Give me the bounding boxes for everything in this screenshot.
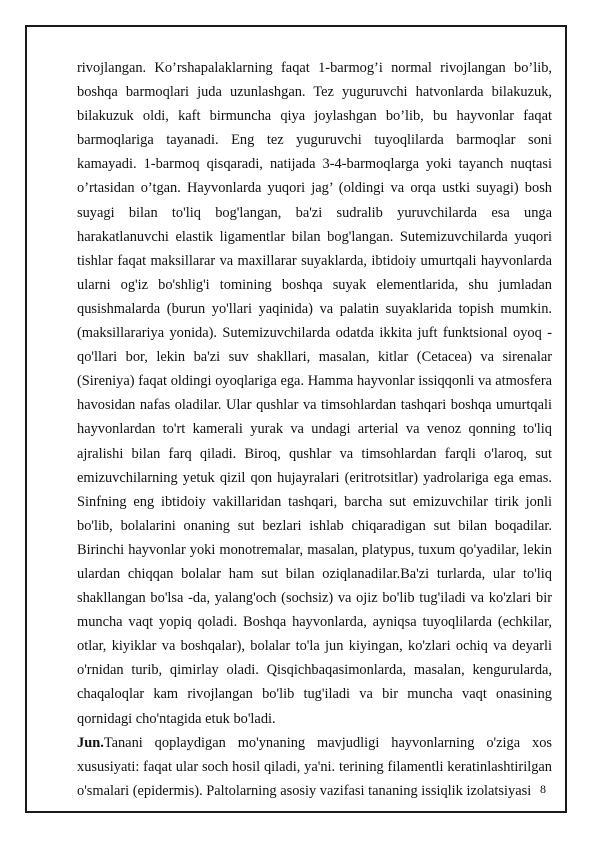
section-lead: Jun. [77, 734, 104, 751]
document-body [77, 56, 552, 803]
page-number: 8 [540, 782, 546, 796]
paragraph: rivojlangan. Ko’rshapalaklarning faqat 1-barmog’i normal rivojlangan bo’lib, boshqa barmoqlari juda uzunlashgan. Tez yuguruvchi hatvonlarda bilakuzuk, bilakuzuk oldi, kaft birmuncha qiya joylashgan bo’lib, bu hayvonlar faqat barmoqlariga tayanadi. Eng tez yuguruvchi tuyoqlilarda barmoqlar soni kamayadi. 1-barmoq qisqaradi, natijada 3-4-barmoqlarga yoki tayanch nuqtasi o’rtasidan o’tgan. Hayvonlarda yuqori jag’ (oldingi va orqa ustki suyagi) bosh suyagi bilan to'liq bog'langan, ba'zi sudralib yuruvchilarda esa unga harakatlanuvchi elastik ligamentlar bilan bog'langan. Sutemizuvchilarda yuqori tishlar faqat maksillarar va maxillarar suyaklarda, ibtidoiy umurtqali hayvonlarda ularni og'iz bo'shlig'i tomining boshqa suyak elementlarida, shu jumladan qusishmalarda (burun yo'llari yaqinida) va palatin suyaklarida topish mumkin. (maksillarariya yonida). Sutemizuvchilarda odatda ikkita juft funktsional oyoq -qo'llari bor, lekin ba'zi suv shakllari, masalan, kitlar (Cetacea) va sirenalar (Sireniya) faqat oldingi oyoqlariga ega. Hamma hayvonlar issiqqonli va atmosfera havosidan nafas oladilar. Ular qushlar va timsohlardan tashqari boshqa umurtqali hayvonlardan to'rt kamerali yurak va undagi arterial va venoz qonning to'liq ajralishi bilan farq qiladi. Biroq, qushlar va timsohlardan farqli o'laroq, sut emizuvchilarning yetuk qizil qon hujayralari (eritrotsitlar) yadrolariga ega emas. Sinfning eng ibtidoiy vakillaridan tashqari, barcha sut emizuvchilar tirik jonli bo'lib, bolalarini onaning sut bezlari ishlab chiqaradigan sut bilan boqadilar. Birinchi hayvonlar yoki monotremalar, masalan, platypus, tuxum qo'yadilar, lekin ulardan chiqqan bolalar ham sut bilan oziqlanadilar.Ba'zi turlarda, ular to'liq shakllangan bo'lsa -da, yalang'och (sochsiz) va ojiz bo'lib tug'iladi va ko'zlari bir muncha vaqt yopiq qoladi. Boshqa hayvonlarda, ayniqsa tuyoqlilarda (echkilar, otlar, kiyiklar va boshqalar), bolalar to'la jun kiyingan, ko'zlari ochiq va deyarli o'rnidan turib, qimirlay oladi. Qisqichbaqasimonlarda, masalan, kengurularda, chaqaloqlar kam rivojlangan bo'lib tug'iladi va bir muncha vaqt onasining qornidagi cho'ntagida etuk bo'ladi. [77, 60, 552, 727]
paragraph [77, 731, 552, 803]
paragraph-text: Tanani qoplaydigan mo'ynaning mavjudligi hayvonlarning o'ziga xos xususiyati: faqat ular soch hosil qiladi, ya'ni. terining filamentli keratinlashtirilgan o'smalari (epidermis). Paltolarning asosiy vazifasi tananing issiqlik izolatsiyasi [77, 734, 552, 799]
